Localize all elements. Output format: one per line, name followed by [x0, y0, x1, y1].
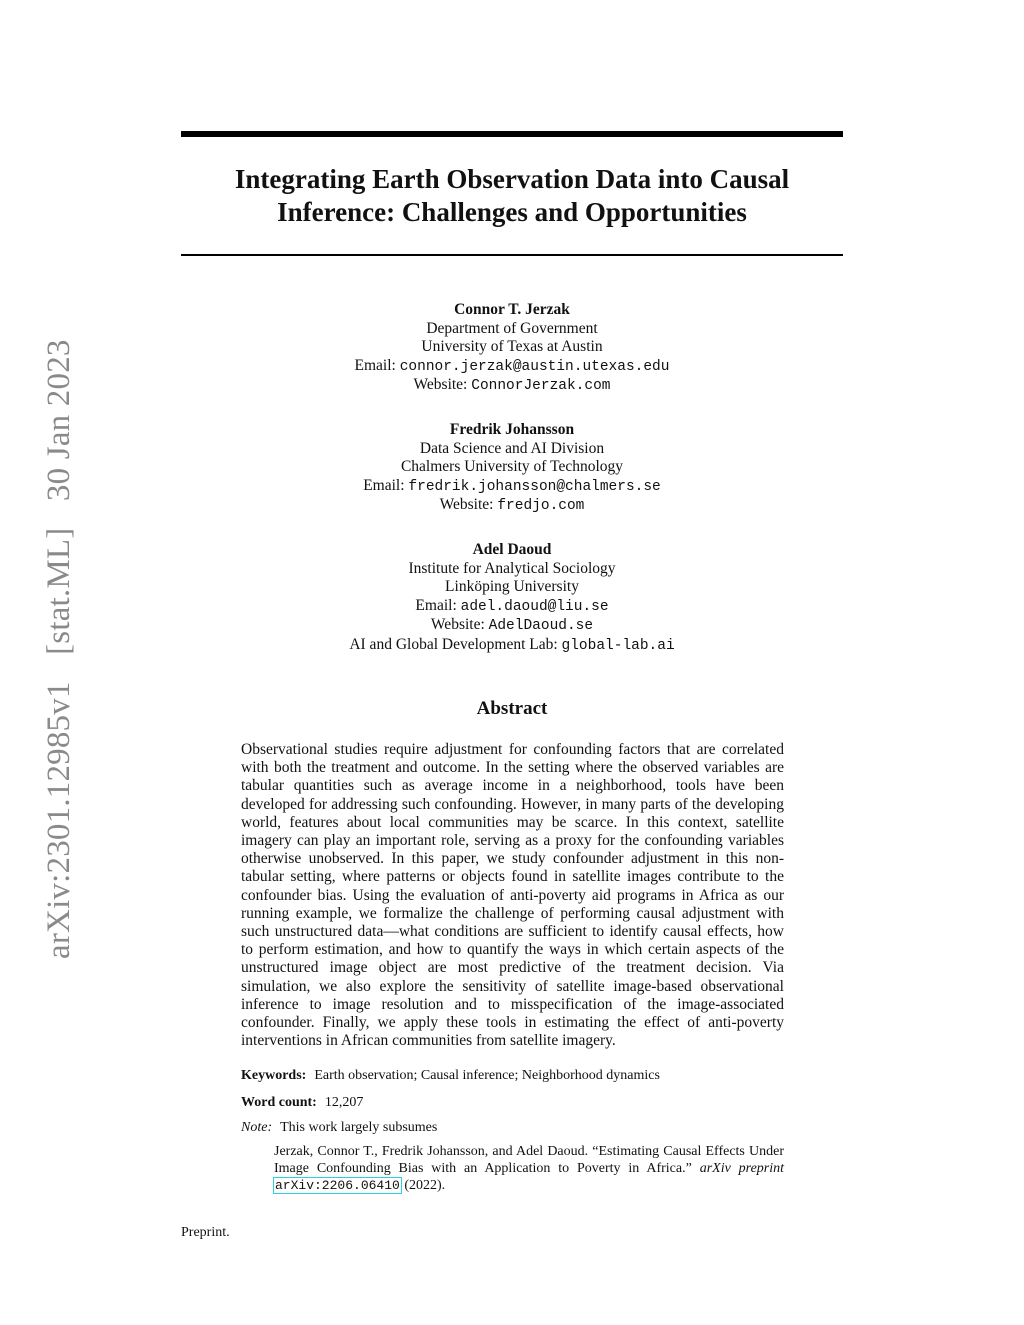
- author-website[interactable]: ConnorJerzak.com: [471, 378, 611, 394]
- author-website-line: [181, 616, 843, 636]
- note-line: [241, 1119, 437, 1137]
- title-top-rule: [181, 131, 843, 137]
- email-label: Email:: [415, 596, 457, 614]
- note-value: This work largely subsumes: [280, 1120, 438, 1135]
- author-website[interactable]: fredjo.com: [497, 498, 585, 514]
- arxiv-category: [stat.ML]: [41, 527, 77, 655]
- author-email-line: [181, 597, 843, 617]
- arxiv-citation-link[interactable]: arXiv:2206.06410: [275, 1178, 400, 1193]
- title-line-2: Inference: Challenges and Opportunities: [277, 197, 747, 227]
- email-label: Email:: [363, 476, 405, 494]
- citation-main: Jerzak, Connor T., Fredrik Johansson, and Adel Daoud. “Estimating Causal Effects Under Image Confounding Bias with an Application to Poverty in Africa.”: [274, 1144, 784, 1176]
- author-email-line: [181, 477, 843, 497]
- keywords-line: [241, 1067, 660, 1085]
- arxiv-date: 30 Jan 2023: [41, 339, 77, 502]
- website-label: Website:: [439, 496, 494, 513]
- author-lab-line: [181, 636, 843, 656]
- word-count-label: Word count:: [241, 1095, 317, 1110]
- author-email[interactable]: connor.jerzak@austin.utexas.edu: [399, 358, 670, 375]
- website-label: Website:: [430, 616, 485, 633]
- title-bottom-rule: [181, 254, 843, 256]
- author-email[interactable]: fredrik.johansson@chalmers.se: [408, 478, 661, 495]
- author-email[interactable]: adel.daoud@liu.se: [460, 598, 609, 615]
- author-website-line: [181, 376, 843, 396]
- author-block-3: [181, 541, 843, 655]
- keywords-label: Keywords:: [241, 1068, 307, 1083]
- arxiv-id: arXiv:2301.12985v1: [41, 681, 77, 959]
- author-block-2: [181, 421, 843, 516]
- arxiv-side-identifier: [41, 321, 78, 959]
- author-institution: Chalmers University of Technology: [400, 458, 624, 475]
- author-affiliation: Institute for Analytical Sociology: [408, 559, 616, 577]
- paper-title: [181, 163, 843, 229]
- website-label: Website:: [413, 376, 468, 393]
- author-email-line: [181, 357, 843, 377]
- subsumed-citation: [274, 1143, 784, 1194]
- keywords-value: Earth observation; Causal inference; Neighborhood dynamics: [314, 1068, 660, 1083]
- author-institution: University of Texas at Austin: [421, 338, 603, 355]
- word-count-value: 12,207: [324, 1095, 364, 1110]
- author-website[interactable]: AdelDaoud.se: [488, 618, 594, 634]
- abstract-text: Observational studies require adjustment for confounding factors that are correlated with both the treatment and outcome. In the setting where the observed variables are tabular quantities such as average income in a neighborhood, tools have been developed for addressing such confounding. However, in many parts of the developing world, features about local communities may be scarce. In this context, satellite imagery can play an important role, serving as a proxy for the confounding variables otherwise unobserved. In this paper, we study confounder adjustment in this non-tabular setting, where patterns or objects found in satellite images contribute to the confounder bias. Using the evaluation of anti-poverty aid programs in Africa as our running example, we formalize the challenge of performing causal adjustment with such unstructured data—what conditions are sufficient to identify causal effects, how to perform estimation, and how to quantify the ways in which certain aspects of the unstructured image object are most predictive of the treatment decision. Via simulation, we also explore the sensitivity of satellite image-based observational inference to image resolution and to misspecification of the image-associated confounder. Finally, we apply these tools in estimating the effect of anti-poverty interventions in African communities from satellite imagery.: [241, 741, 784, 1050]
- lab-label: AI and Global Development Lab:: [349, 635, 558, 653]
- email-label: Email:: [354, 356, 396, 374]
- author-name: Adel Daoud: [472, 541, 552, 558]
- author-website-line: [181, 496, 843, 516]
- author-name: Connor T. Jerzak: [454, 301, 570, 318]
- footer-preprint: Preprint.: [181, 1225, 230, 1240]
- author-block-1: [181, 301, 843, 396]
- title-line-1: Integrating Earth Observation Data into Causal: [234, 164, 790, 194]
- author-lab-link[interactable]: global-lab.ai: [561, 637, 675, 654]
- abstract-heading: Abstract: [476, 698, 548, 719]
- author-affiliation: Department of Government: [426, 319, 598, 337]
- citation-year: (2022).: [404, 1178, 446, 1193]
- author-institution: Linköping University: [445, 578, 579, 595]
- word-count-line: [241, 1094, 363, 1112]
- author-name: Fredrik Johansson: [449, 421, 575, 438]
- note-label: Note:: [241, 1120, 273, 1135]
- citation-journal: arXiv preprint: [699, 1161, 785, 1176]
- author-affiliation: Data Science and AI Division: [419, 439, 605, 457]
